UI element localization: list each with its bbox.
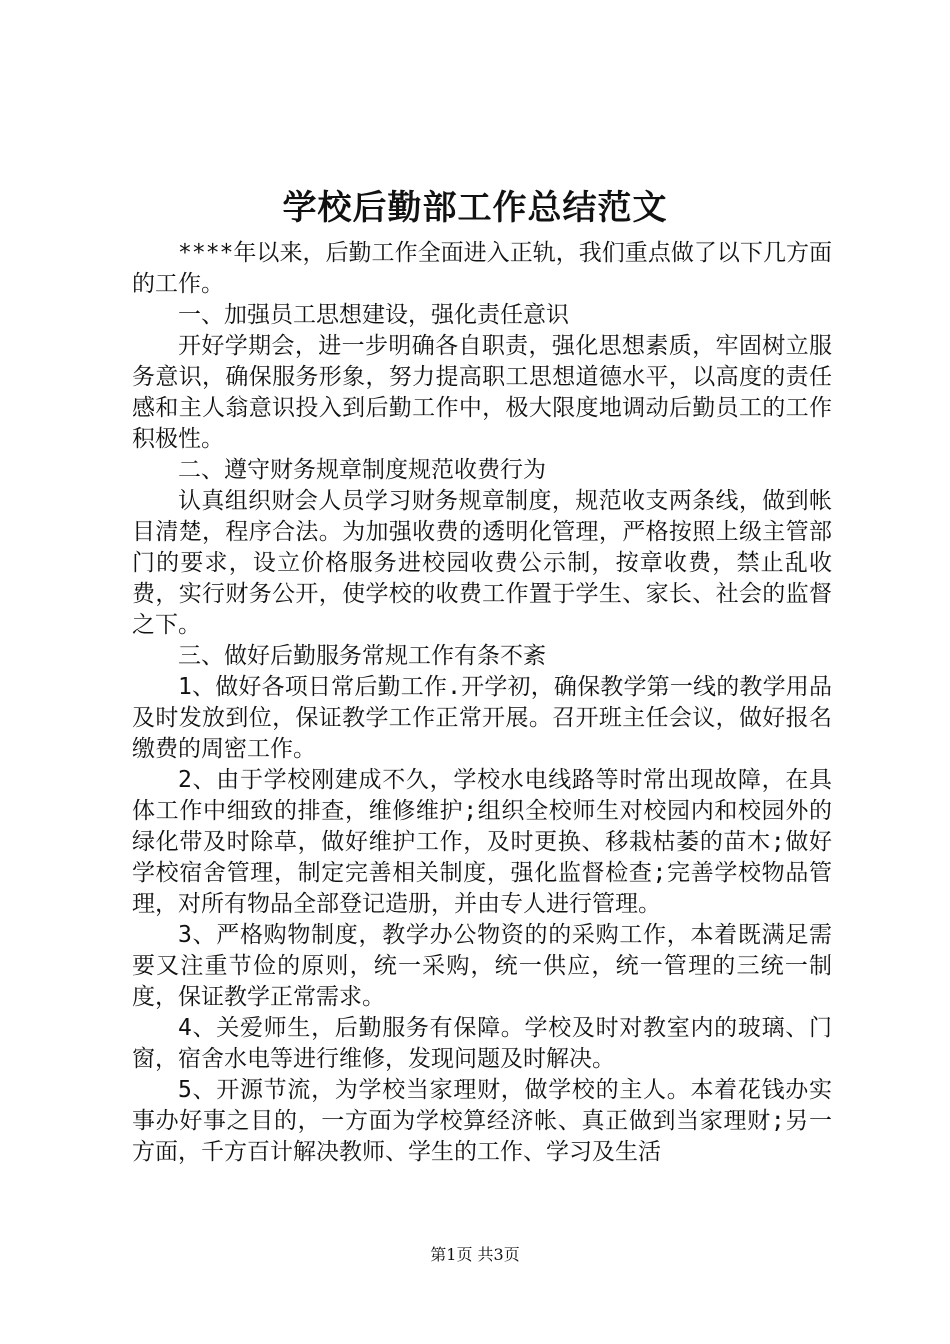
paragraph-intro: ****年以来，后勤工作全面进入正轨，我们重点做了以下几方面的工作。 — [132, 240, 832, 297]
paragraph-section-2: 认真组织财会人员学习财务规章制度，规范收支两条线，做到帐目清楚，程序合法。为加强收费的透明化管理，严格按照上级主管部门的要求，设立价格服务进校园收费公示制，按章收费，禁止乱收费，实行财务公开，使学校的收费工作置于学生、家长、社会的监督之下。 — [132, 488, 832, 638]
document-title: 学校后勤部工作总结范文 — [282, 188, 668, 228]
list-item-2: 2、由于学校刚建成不久，学校水电线路等时常出现故障，在具体工作中细致的排查，维修维护;组织全校师生对校园内和校园外的绿化带及时除草，做好维护工作，及时更换、移栽枯萎的苗木;做好学校宿舍管理，制定完善相关制度，强化监督检查;完善学校物品管理，对所有物品全部登记造册，并由专人进行管理。 — [132, 767, 832, 917]
document-body — [132, 238, 832, 1168]
list-item-3: 3、严格购物制度，教学办公物资的的采购工作，本着既满足需要又注重节俭的原则，统一采购，统一供应，统一管理的三统一制度，保证教学正常需求。 — [132, 922, 832, 1010]
section-heading-3: 三、做好后勤服务常规工作有条不紊 — [178, 643, 546, 669]
list-item-5: 5、开源节流，为学校当家理财，做学校的主人。本着花钱办实事办好事之目的，一方面为学校算经济帐、真正做到当家理财;另一方面，千方百计解决教师、学生的工作、学习及生活 — [132, 1077, 832, 1165]
section-heading-2: 二、遵守财务规章制度规范收费行为 — [178, 457, 546, 483]
list-item-4: 4、关爱师生，后勤服务有保障。学校及时对教室内的玻璃、门窗，宿舍水电等进行维修，发现问题及时解决。 — [132, 1015, 832, 1072]
section-heading-1: 一、加强员工思想建设，强化责任意识 — [178, 302, 569, 328]
list-item-1: 1、做好各项日常后勤工作.开学初，确保教学第一线的教学用品及时发放到位，保证教学工作正常开展。召开班主任会议，做好报名缴费的周密工作。 — [132, 674, 832, 762]
paragraph-section-1: 开好学期会，进一步明确各自职责，强化思想素质，牢固树立服务意识，确保服务形象，努力提高职工思想道德水平，以高度的责任感和主人翁意识投入到后勤工作中，极大限度地调动后勤员工的工作积极性。 — [132, 333, 832, 452]
page-number-footer: 第1页 共3页 — [430, 1245, 520, 1264]
